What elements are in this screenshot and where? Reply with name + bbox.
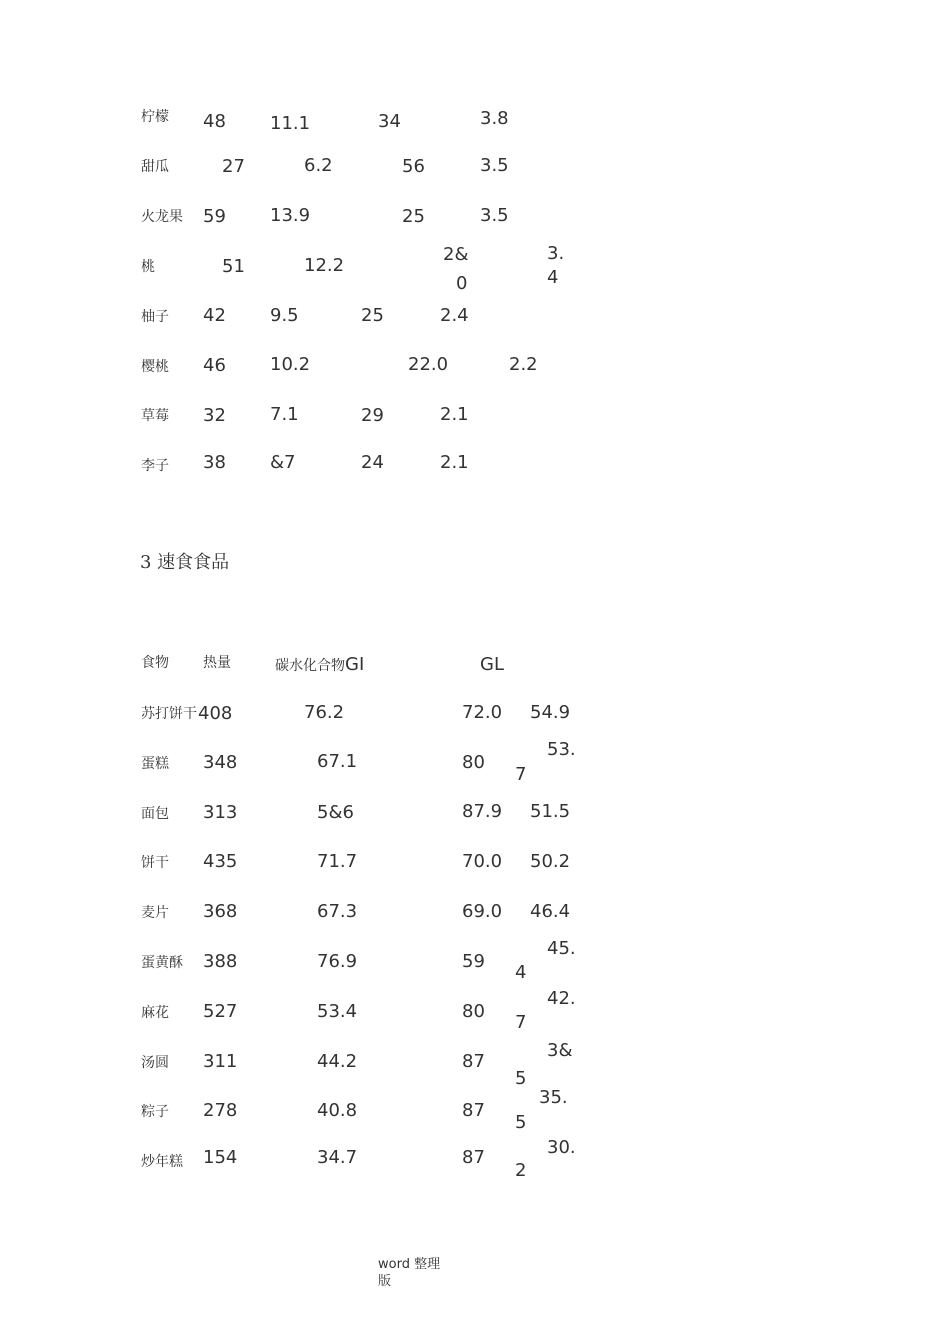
calories-value: 46 bbox=[203, 355, 226, 376]
calories-value: 527 bbox=[203, 1001, 238, 1022]
gi-value: 87 bbox=[462, 1147, 485, 1168]
food-name: 苏打饼干 bbox=[141, 706, 197, 722]
carb-value: 76.9 bbox=[317, 951, 358, 972]
calories-value: 32 bbox=[203, 405, 226, 426]
gi-value: 87 bbox=[462, 1051, 485, 1072]
food-name: 炒年糕 bbox=[141, 1154, 183, 1170]
calories-value: 278 bbox=[203, 1100, 238, 1121]
carb-value: 12.2 bbox=[304, 255, 345, 276]
carb-value: 9.5 bbox=[270, 305, 299, 326]
calories-value: 368 bbox=[203, 901, 238, 922]
gl-value: 2.4 bbox=[440, 305, 469, 326]
gi-value-wrap: 0 bbox=[456, 273, 468, 294]
carb-value: 10.2 bbox=[270, 354, 311, 375]
gi-value: 80 bbox=[462, 1001, 485, 1022]
carb-value: 71.7 bbox=[317, 851, 358, 872]
header-gl: GL bbox=[480, 654, 504, 675]
gl-value: 2.1 bbox=[440, 404, 469, 425]
gi-value: 70.0 bbox=[462, 851, 503, 872]
gi-value: 69.0 bbox=[462, 901, 503, 922]
gi-value: 87 bbox=[462, 1100, 485, 1121]
food-name: 火龙果 bbox=[141, 209, 183, 225]
carb-value: &7 bbox=[270, 452, 296, 473]
gl-value: 3.5 bbox=[480, 155, 509, 176]
food-name: 樱桃 bbox=[141, 359, 169, 375]
food-name: 草莓 bbox=[141, 408, 169, 424]
gl-value: 30. bbox=[547, 1137, 576, 1158]
gi-value: 25 bbox=[402, 206, 425, 227]
carb-value: 53.4 bbox=[317, 1001, 358, 1022]
gl-value: 50.2 bbox=[530, 851, 571, 872]
food-name: 柚子 bbox=[141, 309, 169, 325]
footer-line2: 版 bbox=[378, 1274, 392, 1289]
gl-value-wrap: 7 bbox=[515, 764, 527, 785]
gl-value-wrap: 4 bbox=[515, 962, 527, 983]
food-name: 蛋糕 bbox=[141, 756, 169, 772]
gi-value: 34 bbox=[378, 111, 401, 132]
carb-value: 40.8 bbox=[317, 1100, 358, 1121]
gi-value: 29 bbox=[361, 405, 384, 426]
gl-value: 3.5 bbox=[480, 205, 509, 226]
food-name: 李子 bbox=[141, 458, 169, 474]
food-name: 汤圆 bbox=[141, 1055, 169, 1071]
gi-value: 59 bbox=[462, 951, 485, 972]
gl-value: 45. bbox=[547, 938, 576, 959]
food-name: 面包 bbox=[141, 806, 169, 822]
gi-value: 22.0 bbox=[408, 354, 449, 375]
gl-value: 2.2 bbox=[509, 354, 538, 375]
gl-value-wrap: 5 bbox=[515, 1068, 527, 1089]
gi-value: 25 bbox=[361, 305, 384, 326]
header-carb: 碳水化合物 bbox=[275, 658, 345, 674]
footer-line1: word 整理 bbox=[378, 1257, 441, 1272]
carb-value: 76.2 bbox=[304, 702, 345, 723]
gl-value: 3. bbox=[547, 243, 565, 264]
food-name: 柠檬 bbox=[141, 109, 169, 125]
gl-value: 3.8 bbox=[480, 108, 509, 129]
carb-value: 6.2 bbox=[304, 155, 333, 176]
food-name: 麦片 bbox=[141, 905, 169, 921]
food-name: 蛋黄酥 bbox=[141, 955, 183, 971]
food-name: 饼干 bbox=[141, 855, 169, 871]
calories-value: 311 bbox=[203, 1051, 238, 1072]
gl-value: 46.4 bbox=[530, 901, 571, 922]
food-name: 粽子 bbox=[141, 1104, 169, 1120]
gl-value-wrap: 5 bbox=[515, 1112, 527, 1133]
gl-value: 42. bbox=[547, 988, 576, 1009]
gl-value-wrap: 2 bbox=[515, 1160, 527, 1181]
calories-value: 48 bbox=[203, 111, 226, 132]
carb-value: 13.9 bbox=[270, 205, 311, 226]
gl-value: 3& bbox=[547, 1040, 573, 1061]
calories-value: 435 bbox=[203, 851, 238, 872]
gl-value-wrap: 7 bbox=[515, 1012, 527, 1033]
gi-value: 87.9 bbox=[462, 801, 503, 822]
gi-value: 72.0 bbox=[462, 702, 503, 723]
gi-value: 24 bbox=[361, 452, 384, 473]
food-name: 甜瓜 bbox=[141, 159, 169, 175]
calories-value: 154 bbox=[203, 1147, 238, 1168]
food-name: 麻花 bbox=[141, 1005, 169, 1021]
carb-value: 7.1 bbox=[270, 404, 299, 425]
section-title: 3 速食食品 bbox=[140, 552, 230, 573]
gi-value: 56 bbox=[402, 156, 425, 177]
calories-value: 59 bbox=[203, 206, 226, 227]
calories-value: 408 bbox=[198, 703, 233, 724]
carb-value: 11.1 bbox=[270, 113, 311, 134]
calories-value: 51 bbox=[222, 256, 245, 277]
calories-value: 38 bbox=[203, 452, 226, 473]
food-name: 桃 bbox=[141, 259, 155, 275]
carb-value: 67.3 bbox=[317, 901, 358, 922]
gl-value: 51.5 bbox=[530, 801, 571, 822]
calories-value: 42 bbox=[203, 305, 226, 326]
calories-value: 348 bbox=[203, 752, 238, 773]
carb-value: 5&6 bbox=[317, 802, 354, 823]
calories-value: 388 bbox=[203, 951, 238, 972]
carb-value: 44.2 bbox=[317, 1051, 358, 1072]
gl-value-wrap: 4 bbox=[547, 267, 559, 288]
header-gi: GI bbox=[345, 654, 365, 675]
gi-value: 2& bbox=[443, 244, 469, 265]
gl-value: 2.1 bbox=[440, 452, 469, 473]
calories-value: 27 bbox=[222, 156, 245, 177]
header-food: 食物 bbox=[141, 655, 169, 671]
header-calories: 热量 bbox=[203, 655, 231, 671]
carb-value: 67.1 bbox=[317, 751, 358, 772]
gl-value: 54.9 bbox=[530, 702, 571, 723]
carb-value: 34.7 bbox=[317, 1147, 358, 1168]
calories-value: 313 bbox=[203, 802, 238, 823]
gi-value: 80 bbox=[462, 752, 485, 773]
gl-value: 35. bbox=[539, 1087, 568, 1108]
gl-value: 53. bbox=[547, 739, 576, 760]
